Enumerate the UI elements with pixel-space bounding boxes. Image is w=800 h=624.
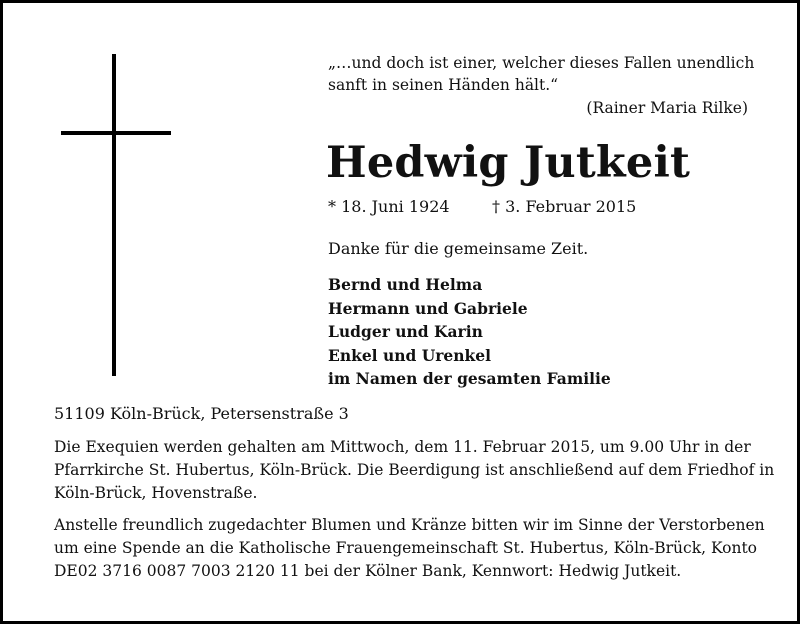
birth-date: * 18. Juni 1924 [328, 197, 450, 216]
deceased-name: Hedwig Jutkeit [326, 138, 691, 188]
funeral-notice-line: Köln-Brück, Hovenstraße. [54, 484, 258, 502]
family-member: Bernd und Helma [328, 275, 483, 294]
family-member: Hermann und Gabriele [328, 298, 528, 318]
rilke-quote [328, 52, 755, 119]
quote-line-2: sanft in seinen Händen hält.“ [328, 76, 559, 94]
cross-vertical-bar [112, 54, 116, 376]
donation-notice [54, 514, 765, 583]
family-member: Enkel und Urenkel [328, 345, 492, 365]
family-member: im Namen der gesamten Familie [328, 369, 611, 388]
family-member: Ludger und Karin [328, 322, 483, 341]
funeral-notice [54, 436, 775, 505]
cross-horizontal-bar [61, 131, 171, 135]
funeral-notice-line: Die Exequien werden gehalten am Mittwoch, dem 11. Februar 2015, um 9.00 Uhr in der [54, 438, 751, 456]
family-list [328, 273, 611, 391]
death-date: † 3. Februar 2015 [492, 197, 637, 216]
quote-author: (Rainer Maria Rilke) [586, 99, 748, 117]
funeral-notice-line: Pfarrkirche St. Hubertus, Köln-Brück. Die Beerdigung ist anschließend auf dem Friedhof in [54, 461, 775, 479]
thanks-text: Danke für die gemeinsame Zeit. [328, 239, 589, 258]
quote-line-1: „…und doch ist einer, welcher dieses Fallen unendlich [328, 54, 755, 72]
donation-notice-line: um eine Spende an die Katholische Frauengemeinschaft St. Hubertus, Köln-Brück, Konto [54, 539, 758, 557]
donation-notice-line: DE02 3716 0087 7003 2120 11 bei der Kölner Bank, Kennwort: Hedwig Jutkeit. [54, 562, 682, 580]
family-address: 51109 Köln-Brück, Petersenstraße 3 [54, 404, 349, 423]
donation-notice-line: Anstelle freundlich zugedachter Blumen und Kränze bitten wir im Sinne der Verstorbenen [54, 516, 765, 534]
